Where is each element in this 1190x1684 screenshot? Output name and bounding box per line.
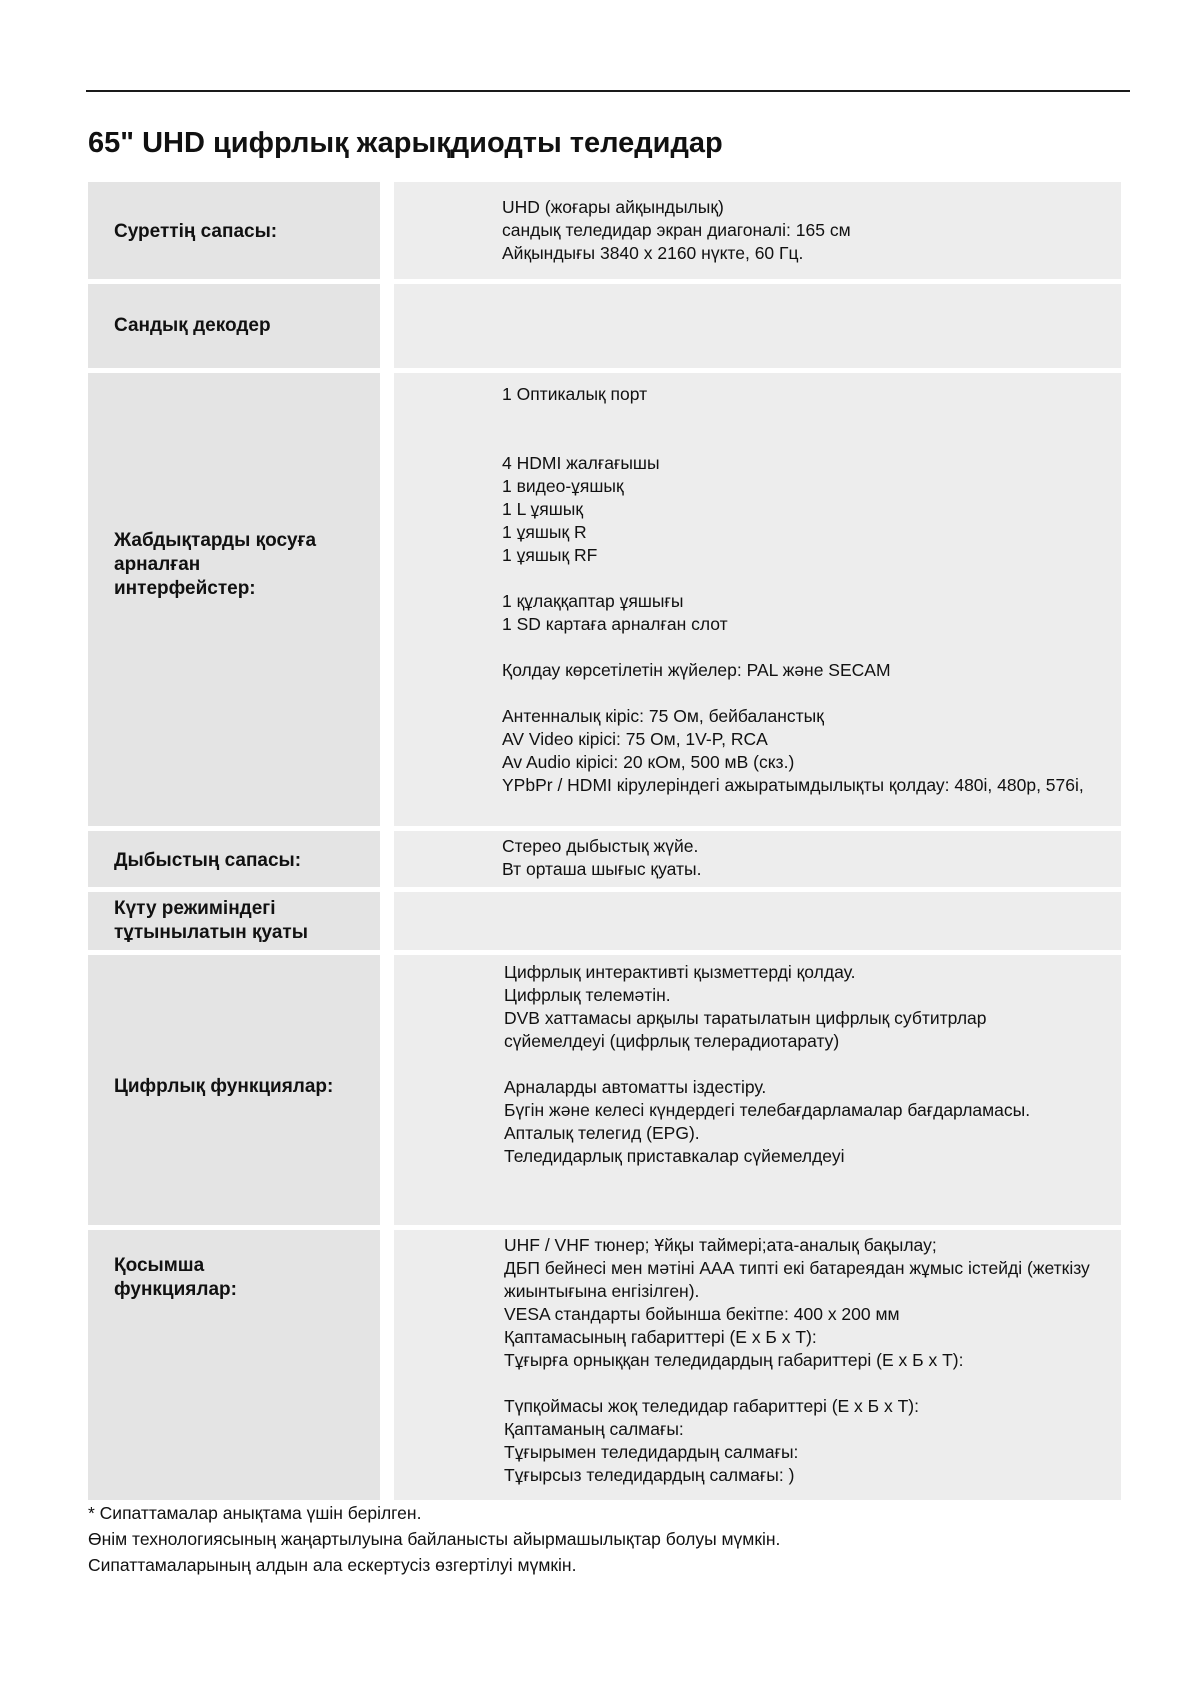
spec-value-cell: [394, 182, 1121, 279]
page-title: 65" UHD цифрлық жарықдиодты теледидар: [88, 127, 723, 159]
spec-label: Жабдықтарды қосуға арналған интерфейстер:: [114, 530, 317, 599]
spec-label: Қосымша функциялар:: [114, 1255, 237, 1300]
spec-value-cell: [394, 955, 1121, 1225]
spec-label: Күту режиміндегі тұтынылатын қуаты: [114, 898, 308, 943]
footnotes: * Сипаттамалар анықтама үшін берілген. Өнім технологиясының жаңартылуына байланысты айырмашылықтар болуы мүмкін. Сипаттамаларының алдын ала ескертусіз өзгертілуі мүмкін.: [88, 1503, 781, 1575]
spec-value-cell: [394, 831, 1121, 887]
spec-row-digital-functions: [88, 955, 1121, 1225]
spec-value: UHD (жоғары айқындылық) сандық теледидар экран диагоналі: 165 см Айқындығы 3840 x 2160 нүкте, 60 Гц.: [502, 197, 851, 263]
spec-label: Цифрлық функциялар:: [114, 1076, 334, 1097]
spec-label-cell: [88, 284, 380, 368]
top-rule: [86, 90, 1130, 92]
spec-value-cell: [394, 892, 1121, 950]
spec-label-cell: [88, 955, 380, 1225]
spec-row-sound-quality: [88, 831, 1121, 887]
spec-row-digital-decoder: [88, 284, 1121, 368]
spec-value: UHF / VHF тюнер; Ұйқы таймері;ата-аналық бақылау; ДБП бейнесі мен мәтіні ААА типті екі батареядан жұмыс істейді (жеткізу жиынтығына енгізілген). VESA стандарты бойынша бекітпе: 400 x 200 мм Қаптамасының габариттері (Е х Б х Т): Тұғырға орныққан теледидардың габариттері (Е х Б х Т): Түпқоймасы жоқ теледидар габариттері (Е х Б х Т): Қаптаманың салмағы: Тұғырымен теледидардың салмағы: Тұғырсыз теледидардың салмағы: ): [504, 1235, 1090, 1485]
spec-value: Цифрлық интерактивті қызметтерді қолдау. Цифрлық телемәтін. DVB хаттамасы арқылы таратылатын цифрлық субтитрлар сүйемелдеуі (цифрлық телерадиотарату) Арналарды автоматты іздестіру. Бүгін және келесі күндердегі телебағдарламалар бағдарламасы. Апталық телегид (EPG). Теледидарлық приставкалар сүйемелдеуі: [504, 962, 1031, 1166]
spec-label: Суреттің сапасы:: [114, 221, 278, 242]
spec-label-cell: [88, 373, 380, 826]
spec-row-standby-power: [88, 892, 1121, 950]
spec-label: Дыбыстың сапасы:: [114, 850, 302, 871]
spec-value-cell: [394, 373, 1121, 826]
spec-label-cell: [88, 831, 380, 887]
spec-row-interfaces: [88, 373, 1121, 826]
spec-value: 1 Оптикалық порт 4 HDMI жалғағышы 1 видео-ұяшық 1 L ұяшық 1 ұяшық R 1 ұяшық RF 1 құлаққаптар ұяшығы 1 SD картаға арналған слот Қолдау көрсетілетін жүйелер: PAL және SECAM Антенналық кіріс: 75 Ом, бейбаланстық AV Video кірісі: 75 Ом, 1V-P, RCA Av Audio кірісі: 20 кОм, 500 мВ (скз.) YPbPr / HDMI кірулеріндегі ажыратымдылықты қолдау: 480i, 480p, 576i,: [502, 384, 1084, 795]
spec-value: Стерео дыбыстық жүйе. Вт орташа шығыс қуаты.: [502, 836, 702, 879]
spec-row-additional-functions: [88, 1230, 1121, 1500]
spec-label-cell: [88, 892, 380, 950]
spec-row-picture-quality: [88, 182, 1121, 279]
spec-label: Сандық декодер: [114, 315, 271, 336]
spec-label-cell: [88, 1230, 380, 1500]
spec-value-cell: [394, 284, 1121, 368]
spec-value-cell: [394, 1230, 1121, 1500]
spec-label-cell: [88, 182, 380, 279]
